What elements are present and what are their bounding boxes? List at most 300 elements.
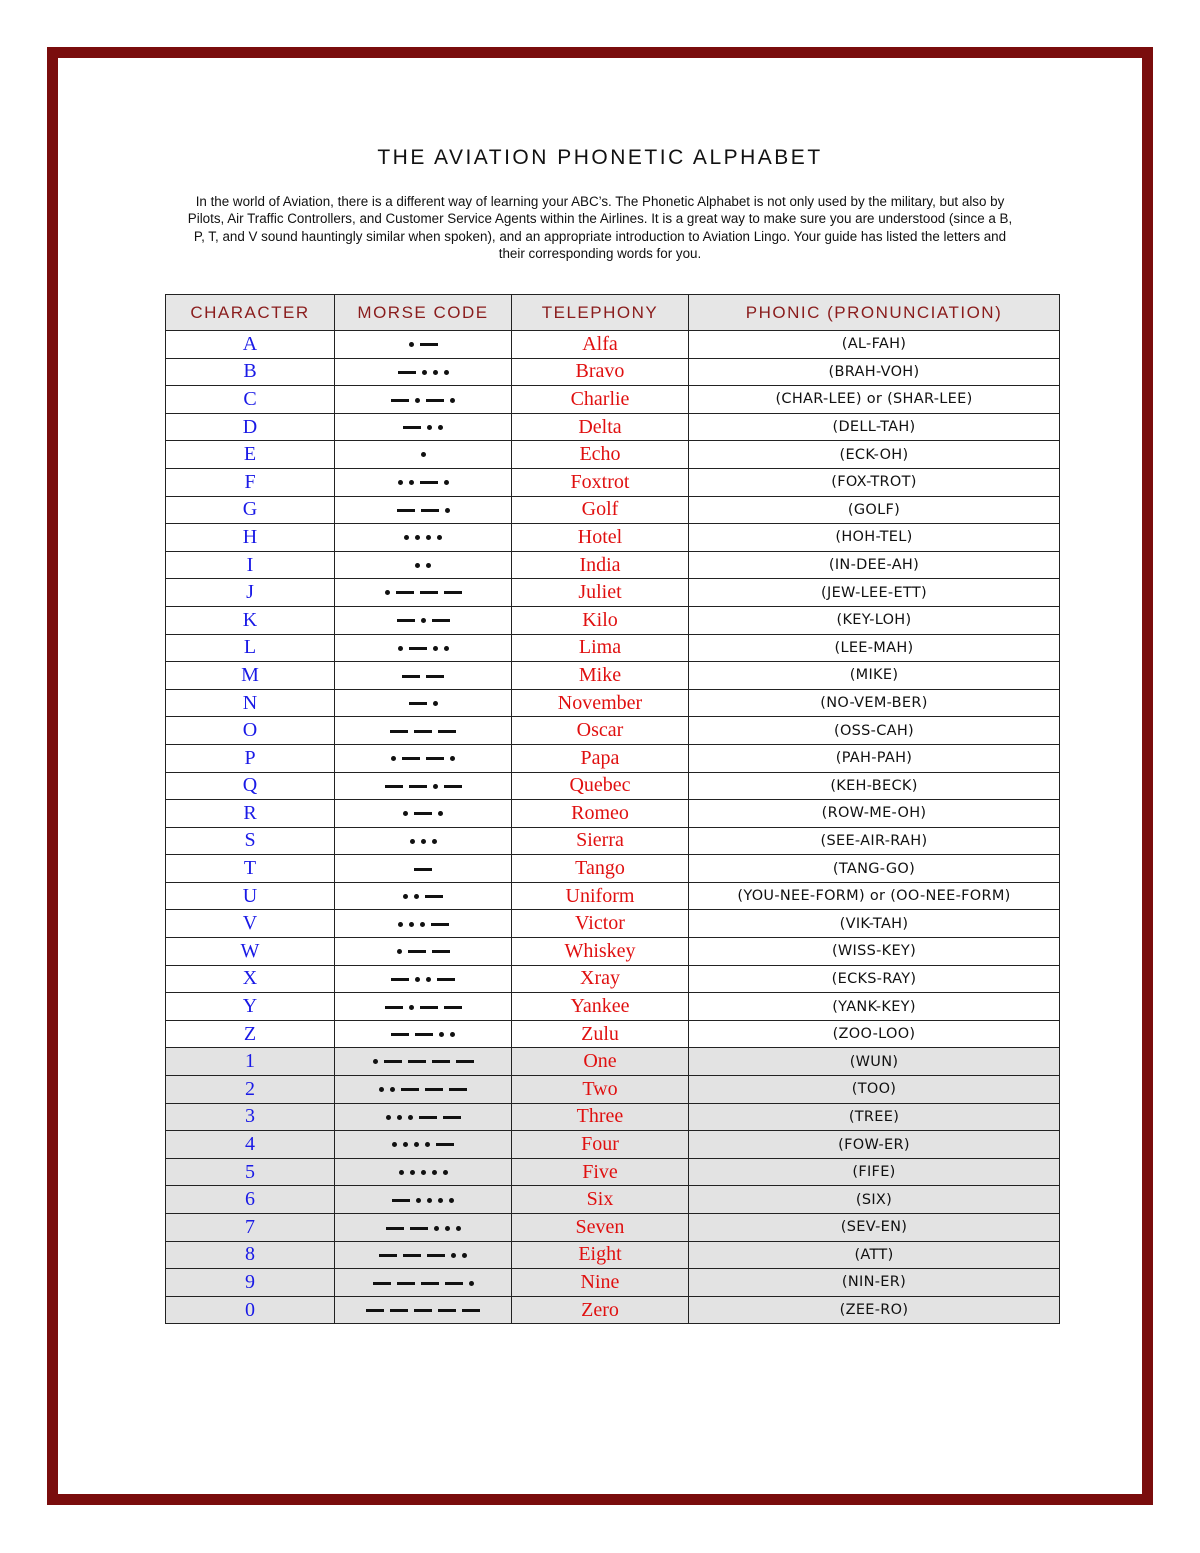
table-row [166,551,1060,579]
morse-dash-icon [420,591,438,594]
morse-code-glyphs [414,859,432,879]
table-row [166,1020,1060,1048]
morse-dash-icon [432,1060,450,1063]
morse-code-glyphs [397,611,450,631]
character-cell: T [166,855,335,883]
morse-dot-icon [433,784,438,789]
morse-code-glyphs [392,1135,454,1155]
morse-dot-icon [444,480,449,485]
morse-dot-icon [403,894,408,899]
morse-dash-icon [438,730,456,733]
morse-dash-icon [408,950,426,953]
telephony-cell: Tango [512,855,689,883]
morse-dash-icon [401,1088,419,1091]
morse-code-cell [335,662,512,690]
morse-code-cell [335,1186,512,1214]
morse-dot-icon [403,811,408,816]
morse-code-glyphs [385,583,462,603]
morse-dash-icon [397,619,415,622]
table-row [166,662,1060,690]
character-cell: X [166,965,335,993]
morse-code-glyphs [385,997,462,1017]
morse-dash-icon [390,730,408,733]
telephony-cell: Victor [512,910,689,938]
morse-dash-icon [410,1227,428,1230]
phonic-cell: (PAH-PAH) [689,744,1060,772]
character-cell: O [166,717,335,745]
telephony-cell: India [512,551,689,579]
morse-dash-icon [432,950,450,953]
telephony-cell: Golf [512,496,689,524]
morse-dash-icon [403,1254,421,1257]
morse-code-cell [335,1241,512,1269]
character-cell: U [166,882,335,910]
morse-code-cell [335,1296,512,1324]
character-cell: 2 [166,1076,335,1104]
morse-dot-icon [415,977,420,982]
character-cell: J [166,579,335,607]
morse-dot-icon [438,1198,443,1203]
morse-code-cell [335,827,512,855]
morse-dash-icon [379,1254,397,1257]
morse-code-glyphs [415,555,431,575]
morse-dot-icon [427,1198,432,1203]
morse-code-cell [335,1131,512,1159]
telephony-cell: Eight [512,1241,689,1269]
phonic-cell: (ATT) [689,1241,1060,1269]
morse-dash-icon [386,1227,404,1230]
morse-dash-icon [402,757,420,760]
morse-dash-icon [397,1282,415,1285]
morse-dot-icon [445,1226,450,1231]
morse-dash-icon [419,1116,437,1119]
morse-dash-icon [384,1060,402,1063]
table-row [166,744,1060,772]
phonic-cell: (FOW-ER) [689,1131,1060,1159]
morse-dot-icon [420,922,425,927]
phonic-cell: (LEE-MAH) [689,634,1060,662]
character-cell: B [166,358,335,386]
table-row [166,1048,1060,1076]
phonic-cell: (BRAH-VOH) [689,358,1060,386]
morse-dot-icon [414,1142,419,1147]
phonic-cell: (YOU-NEE-FORM) or (OO-NEE-FORM) [689,882,1060,910]
morse-dot-icon [426,535,431,540]
morse-dot-icon [434,1226,439,1231]
phonic-cell: (IN-DEE-AH) [689,551,1060,579]
character-cell: I [166,551,335,579]
character-cell: F [166,468,335,496]
character-cell: 0 [166,1296,335,1324]
morse-dot-icon [414,894,419,899]
character-cell: 8 [166,1241,335,1269]
telephony-cell: Four [512,1131,689,1159]
phonic-cell: (JEW-LEE-ETT) [689,579,1060,607]
morse-code-cell [335,1103,512,1131]
telephony-cell: Delta [512,413,689,441]
table-row [166,827,1060,855]
morse-code-glyphs [391,748,455,768]
telephony-cell: Lima [512,634,689,662]
morse-code-glyphs [403,886,443,906]
telephony-cell: Mike [512,662,689,690]
morse-code-glyphs [399,1162,448,1182]
morse-code-cell [335,579,512,607]
morse-code-cell [335,413,512,441]
morse-dot-icon [398,480,403,485]
morse-code-glyphs [398,914,449,934]
table-row [166,1269,1060,1297]
table-row [166,1296,1060,1324]
telephony-cell: Juliet [512,579,689,607]
phonic-cell: (GOLF) [689,496,1060,524]
telephony-cell: Whiskey [512,938,689,966]
telephony-cell: Sierra [512,827,689,855]
table-row [166,441,1060,469]
character-cell: 4 [166,1131,335,1159]
morse-code-glyphs [379,1080,467,1100]
morse-dot-icon [425,1142,430,1147]
telephony-cell: Romeo [512,800,689,828]
morse-dot-icon [443,1170,448,1175]
morse-code-glyphs [404,528,442,548]
table-row [166,1131,1060,1159]
morse-code-cell [335,551,512,579]
morse-dot-icon [398,922,403,927]
morse-code-glyphs [390,721,456,741]
phonic-cell: (FOX-TROT) [689,468,1060,496]
table-row [166,717,1060,745]
morse-dash-icon [438,1309,456,1312]
morse-dash-icon [397,509,415,512]
table-row [166,1158,1060,1186]
telephony-cell: Hotel [512,524,689,552]
morse-code-glyphs [398,363,449,383]
table-row [166,1214,1060,1242]
phonic-cell: (CHAR-LEE) or (SHAR-LEE) [689,386,1060,414]
morse-code-glyphs [391,1025,455,1045]
morse-code-glyphs [386,1218,461,1238]
morse-code-cell [335,855,512,883]
morse-dash-icon [414,730,432,733]
morse-code-glyphs [386,1107,461,1127]
morse-dot-icon [416,1198,421,1203]
telephony-cell: Seven [512,1214,689,1242]
morse-dot-icon [451,1253,456,1258]
phonic-cell: (OSS-CAH) [689,717,1060,745]
morse-dash-icon [391,399,409,402]
morse-code-glyphs [409,694,438,714]
telephony-cell: Oscar [512,717,689,745]
morse-dash-icon [421,509,439,512]
character-cell: G [166,496,335,524]
table-row [166,634,1060,662]
morse-code-cell [335,800,512,828]
morse-dot-icon [438,811,443,816]
morse-dash-icon [449,1088,467,1091]
morse-dash-icon [425,895,443,898]
character-cell: 5 [166,1158,335,1186]
header-morse-code: MORSE CODE [335,295,512,331]
telephony-cell: Six [512,1186,689,1214]
table-row [166,1186,1060,1214]
character-cell: L [166,634,335,662]
table-row [166,772,1060,800]
phonic-cell: (MIKE) [689,662,1060,690]
morse-dash-icon [436,1143,454,1146]
phonic-cell: (NO-VEM-BER) [689,689,1060,717]
intro-paragraph: In the world of Aviation, there is a different way of learning your ABC’s. The Phonetic Alphabet is not only used by the military, but also by Pilots, Air Traffic Controllers, and Customer Service Agents within the Airlines. It is a great way to make sure you are understood (since a B, P, T, and V sound hauntingly similar when spoken), and an appropriate introduction to Aviation Lingo. Your guide has listed the letters and their corresponding words for you. [187,194,1013,261]
morse-dash-icon [409,785,427,788]
phonic-cell: (ROW-ME-OH) [689,800,1060,828]
morse-dot-icon [391,756,396,761]
phonic-cell: (YANK-KEY) [689,993,1060,1021]
morse-dot-icon [432,839,437,844]
morse-dash-icon [421,1282,439,1285]
morse-dash-icon [462,1309,480,1312]
morse-dot-icon [386,1115,391,1120]
morse-code-cell [335,882,512,910]
morse-dash-icon [456,1060,474,1063]
table-row [166,496,1060,524]
telephony-cell: Two [512,1076,689,1104]
character-cell: E [166,441,335,469]
telephony-cell: Echo [512,441,689,469]
morse-dash-icon [403,426,421,429]
character-cell: D [166,413,335,441]
morse-code-glyphs [402,666,444,686]
morse-code-glyphs [403,418,443,438]
morse-dash-icon [426,675,444,678]
phonic-cell: (TREE) [689,1103,1060,1131]
character-cell: S [166,827,335,855]
table-row [166,358,1060,386]
morse-dot-icon [422,370,427,375]
morse-dash-icon [409,647,427,650]
morse-dash-icon [431,923,449,926]
morse-dash-icon [426,399,444,402]
character-cell: K [166,606,335,634]
morse-code-cell [335,965,512,993]
phonic-cell: (DELL-TAH) [689,413,1060,441]
phonic-cell: (VIK-TAH) [689,910,1060,938]
morse-dot-icon [409,342,414,347]
telephony-cell: Zulu [512,1020,689,1048]
table-row [166,938,1060,966]
character-cell: Q [166,772,335,800]
phonic-cell: (ECKS-RAY) [689,965,1060,993]
morse-dash-icon [414,812,432,815]
character-cell: 9 [166,1269,335,1297]
morse-dot-icon [392,1142,397,1147]
phonic-cell: (WUN) [689,1048,1060,1076]
morse-dot-icon [445,508,450,513]
morse-dot-icon [433,370,438,375]
morse-dash-icon [444,785,462,788]
morse-dash-icon [414,1309,432,1312]
morse-dot-icon [397,1115,402,1120]
morse-dot-icon [427,425,432,430]
morse-dot-icon [469,1281,474,1286]
character-cell: M [166,662,335,690]
morse-dot-icon [397,949,402,954]
morse-code-cell [335,1076,512,1104]
morse-dash-icon [396,591,414,594]
morse-dot-icon [450,398,455,403]
character-cell: W [166,938,335,966]
telephony-cell: Foxtrot [512,468,689,496]
morse-code-cell [335,993,512,1021]
morse-dash-icon [437,978,455,981]
morse-dash-icon [366,1309,384,1312]
header-telephony: TELEPHONY [512,295,689,331]
morse-dot-icon [437,535,442,540]
character-cell: 6 [166,1186,335,1214]
morse-dot-icon [439,1032,444,1037]
morse-dash-icon [443,1116,461,1119]
table-row [166,689,1060,717]
morse-dot-icon [409,922,414,927]
phonic-cell: (SIX) [689,1186,1060,1214]
morse-dash-icon [385,785,403,788]
morse-code-cell [335,744,512,772]
phonic-cell: (HOH-TEL) [689,524,1060,552]
phonic-cell: (KEH-BECK) [689,772,1060,800]
morse-code-cell [335,386,512,414]
phonic-cell: (ZOO-LOO) [689,1020,1060,1048]
table-row [166,855,1060,883]
morse-code-glyphs [403,804,443,824]
morse-code-glyphs [398,638,449,658]
morse-code-glyphs [373,1052,474,1072]
morse-dot-icon [398,646,403,651]
morse-code-cell [335,606,512,634]
telephony-cell: Bravo [512,358,689,386]
morse-dash-icon [414,868,432,871]
telephony-cell: One [512,1048,689,1076]
morse-dash-icon [444,591,462,594]
morse-dash-icon [392,1199,410,1202]
morse-code-cell [335,524,512,552]
morse-dot-icon [450,756,455,761]
morse-code-cell [335,331,512,359]
morse-code-glyphs [373,1273,474,1293]
table-row [166,468,1060,496]
morse-code-cell [335,441,512,469]
morse-dash-icon [391,978,409,981]
telephony-cell: Quebec [512,772,689,800]
telephony-cell: November [512,689,689,717]
morse-dot-icon [421,618,426,623]
table-row [166,1076,1060,1104]
morse-code-glyphs [379,1246,467,1266]
morse-dot-icon [410,839,415,844]
table-row [166,579,1060,607]
phonic-cell: (ZEE-RO) [689,1296,1060,1324]
morse-code-glyphs [366,1301,480,1321]
telephony-cell: Nine [512,1269,689,1297]
phonic-cell: (KEY-LOH) [689,606,1060,634]
character-cell: 1 [166,1048,335,1076]
header-character: CHARACTER [166,295,335,331]
morse-dot-icon [408,1115,413,1120]
morse-dash-icon [402,675,420,678]
morse-code-glyphs [391,390,455,410]
morse-code-cell [335,358,512,386]
morse-dot-icon [444,370,449,375]
morse-dot-icon [403,1142,408,1147]
table-row [166,606,1060,634]
morse-dash-icon [398,371,416,374]
phonic-cell: (AL-FAH) [689,331,1060,359]
morse-code-glyphs [392,1190,454,1210]
morse-dot-icon [410,1170,415,1175]
morse-dash-icon [420,1006,438,1009]
character-cell: N [166,689,335,717]
morse-code-glyphs [409,335,438,355]
morse-dot-icon [415,563,420,568]
telephony-cell: Three [512,1103,689,1131]
table-header-row [166,295,1060,331]
phonic-cell: (SEV-EN) [689,1214,1060,1242]
morse-dot-icon [450,1032,455,1037]
morse-code-cell [335,938,512,966]
morse-code-cell [335,1269,512,1297]
character-cell: H [166,524,335,552]
morse-dot-icon [415,535,420,540]
morse-dot-icon [444,646,449,651]
morse-dot-icon [421,1170,426,1175]
morse-code-cell [335,1158,512,1186]
morse-dot-icon [390,1087,395,1092]
table-body [166,331,1060,1324]
morse-dot-icon [438,425,443,430]
morse-code-cell [335,1214,512,1242]
morse-dash-icon [373,1282,391,1285]
table-row [166,1103,1060,1131]
morse-dot-icon [421,839,426,844]
phonic-cell: (FIFE) [689,1158,1060,1186]
telephony-cell: Yankee [512,993,689,1021]
morse-code-glyphs [397,942,450,962]
telephony-cell: Zero [512,1296,689,1324]
morse-dot-icon [373,1059,378,1064]
phonic-cell: (WISS-KEY) [689,938,1060,966]
character-cell: Z [166,1020,335,1048]
morse-dash-icon [444,1006,462,1009]
telephony-cell: Xray [512,965,689,993]
character-cell: P [166,744,335,772]
morse-code-cell [335,634,512,662]
character-cell: 7 [166,1214,335,1242]
morse-dash-icon [425,1088,443,1091]
morse-dash-icon [432,619,450,622]
morse-dot-icon [433,646,438,651]
phonic-cell: (TANG-GO) [689,855,1060,883]
telephony-cell: Alfa [512,331,689,359]
table-row [166,965,1060,993]
telephony-cell: Charlie [512,386,689,414]
morse-dot-icon [432,1170,437,1175]
morse-dot-icon [399,1170,404,1175]
morse-dot-icon [415,398,420,403]
morse-dash-icon [427,1254,445,1257]
table-row [166,331,1060,359]
morse-code-glyphs [398,473,449,493]
morse-code-cell [335,1020,512,1048]
morse-code-cell [335,496,512,524]
character-cell: 3 [166,1103,335,1131]
